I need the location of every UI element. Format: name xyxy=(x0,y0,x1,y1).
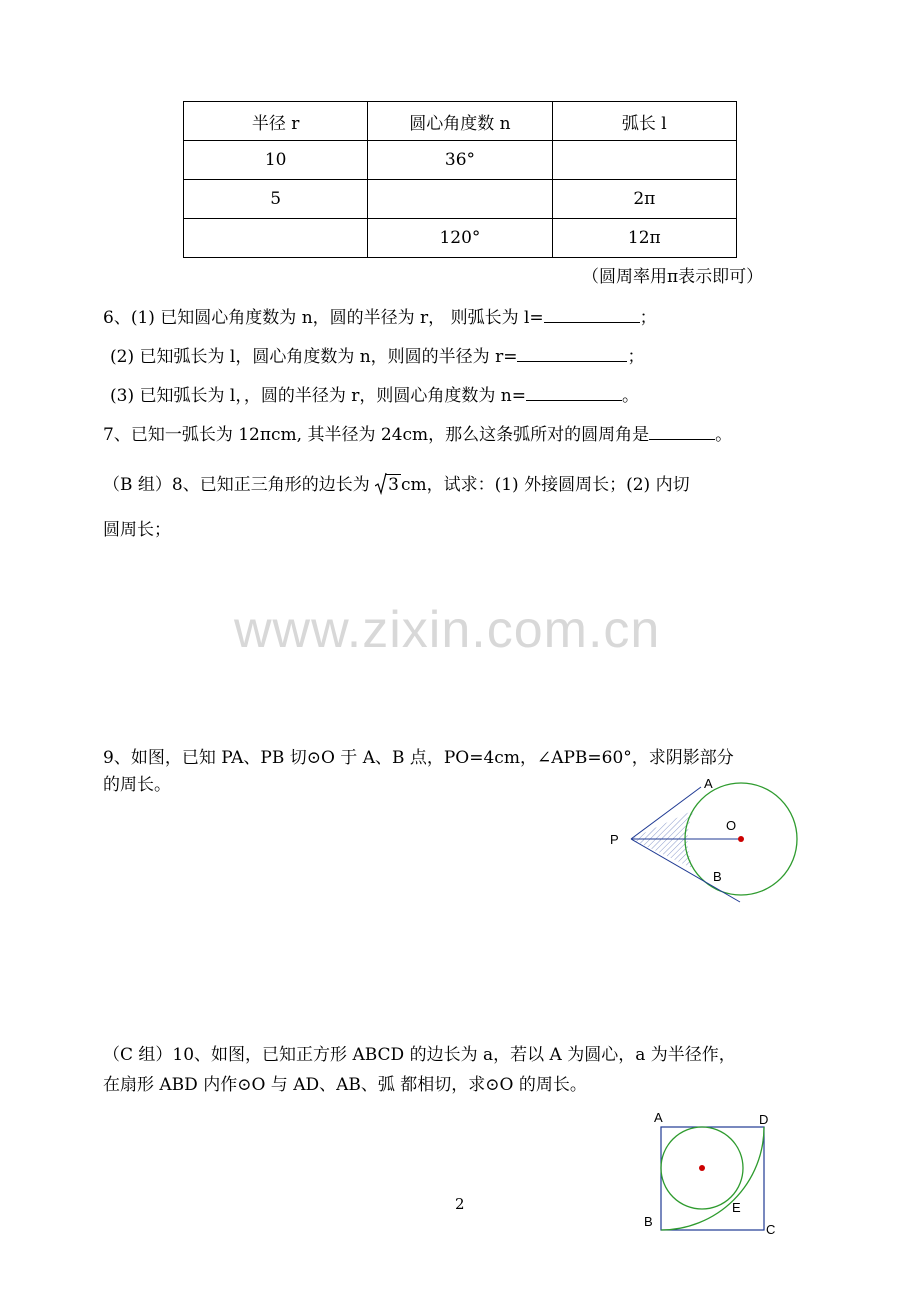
label-a: A xyxy=(704,776,713,791)
watermark: www.zixin.com.cn xyxy=(234,601,661,659)
label-p: P xyxy=(610,832,619,847)
label-b: B xyxy=(644,1214,653,1229)
radical-sign-icon xyxy=(375,472,387,496)
label-b: B xyxy=(713,869,722,884)
q9-line2: 的周长。 xyxy=(103,775,171,795)
table-cell: 5 xyxy=(184,180,368,219)
answer-blank[interactable] xyxy=(526,382,622,401)
square-figure xyxy=(640,1105,790,1240)
table-header: 圆心角度数 n xyxy=(368,102,552,141)
table-row xyxy=(184,219,737,258)
answer-blank[interactable] xyxy=(649,421,715,440)
q10-line1: （C 组）10、如图，已知正方形 ABCD 的边长为 a，若以 A 为圆心，a 为半径作， xyxy=(103,1045,736,1065)
table-note: （圆周率用π表示即可） xyxy=(582,267,764,287)
label-a: A xyxy=(654,1110,663,1125)
q7-line xyxy=(103,420,732,445)
label-c: C xyxy=(766,1222,776,1237)
center-point xyxy=(738,836,744,842)
q8-line1 xyxy=(103,470,690,495)
page-number: 2 xyxy=(455,1195,465,1213)
table-cell: 12π xyxy=(552,219,736,258)
q7-end: 。 xyxy=(715,425,733,445)
answer-blank[interactable] xyxy=(544,304,640,323)
arc-length-table xyxy=(183,101,737,258)
sqrt-expression xyxy=(375,475,401,495)
table-cell xyxy=(552,141,736,180)
q6-line2-text: (2) 已知弧长为 l，圆心角度数为 n，则圆的半径为 r= xyxy=(110,347,518,367)
q8-prefix: （B 组）8、已知正三角形的边长为 xyxy=(103,475,370,495)
q6-line1-end: ； xyxy=(639,308,657,328)
table-header: 弧长 l xyxy=(552,102,736,141)
square-abcd xyxy=(661,1127,764,1230)
q9-line1: 9、如图，已知 PA、PB 切⊙O 于 A、B 点，PO=4cm，∠APB=60°，求阴影部分 xyxy=(103,748,734,768)
label-d: D xyxy=(759,1112,769,1127)
center-point xyxy=(699,1165,705,1171)
q6-line3-end: 。 xyxy=(621,386,639,406)
table-cell: 36° xyxy=(368,141,552,180)
q10-line2: 在扇形 ABD 内作⊙O 与 AD、AB、弧 都相切，求⊙O 的周长。 xyxy=(103,1075,587,1095)
q8-line2: 圆周长； xyxy=(103,520,171,540)
table-row xyxy=(184,141,737,180)
q6-line3 xyxy=(110,381,639,406)
q6-line1 xyxy=(103,303,657,328)
radicand: 3 xyxy=(388,475,399,495)
arc-bd xyxy=(661,1127,764,1230)
tangent-figure xyxy=(600,770,810,910)
table-cell: 120° xyxy=(368,219,552,258)
table-header: 半径 r xyxy=(184,102,368,141)
label-e: E xyxy=(732,1200,741,1215)
table-row xyxy=(184,180,737,219)
q6-line2 xyxy=(110,342,644,367)
table-header-row xyxy=(184,102,737,141)
label-o: O xyxy=(726,818,737,833)
q6-line1-text: 6、(1) 已知圆心角度数为 n，圆的半径为 r， 则弧长为 l= xyxy=(103,308,544,328)
table-cell xyxy=(368,180,552,219)
q6-line2-end: ； xyxy=(627,347,645,367)
table-cell: 10 xyxy=(184,141,368,180)
table-cell: 2π xyxy=(552,180,736,219)
q7-text: 7、已知一弧长为 12πcm, 其半径为 24cm，那么这条弧所对的圆周角是 xyxy=(103,425,650,445)
q8-suffix: cm，试求：(1) 外接圆周长；(2) 内切 xyxy=(400,475,690,495)
table-cell xyxy=(184,219,368,258)
answer-blank[interactable] xyxy=(517,343,627,362)
q6-line3-text: (3) 已知弧长为 l，，圆的半径为 r，则圆心角度数为 n= xyxy=(110,386,526,406)
